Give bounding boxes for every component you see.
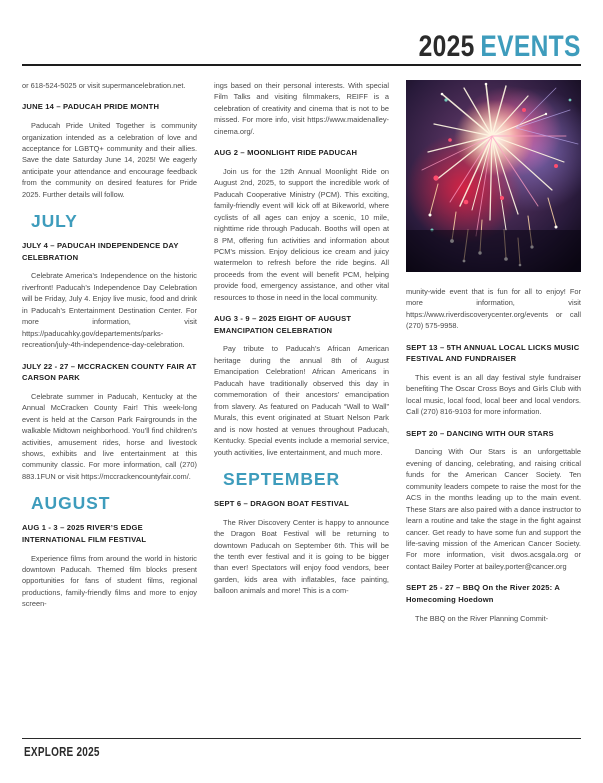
column-1 — [22, 80, 197, 735]
column-2 — [214, 80, 389, 735]
event-heading-pride-month: JUNE 14 – PADUCAH PRIDE MONTH — [22, 102, 160, 112]
event-body-bbq-on-the-river: The BBQ on the River Planning Commit- — [415, 613, 549, 623]
page-title-word: EVENTS — [480, 30, 581, 63]
event-heading-dancing-with-our-stars: SEPT 20 – DANCING WITH OUR STARS — [406, 428, 554, 438]
event-body-moonlight-ride: Join us for the 12th Annual Moonlight Ride on August 2nd, 2025, to support the incredible work of Paducah Cooperative Ministry (PCM). This exciting, family-friendly event will kick off at Bikeworld, where cyclists of all ages can enjoy a scenic, 10 mile, nighttime ride through Paducah. Booths will open at 8 PM, offering fun activities and information about PCM’s mission. Enjoy delicious ice cream and juicy watermelon to refresh before the ride begins. All proceeds from the event will benefit PCM, helping provide food, emergency assistance, and other vital resources to those in need in the local community. — [214, 166, 389, 302]
event-body-independence-day: Celebrate America’s Independence on the historic riverfront! Paducah’s Independence Day Celebration will be Friday, July 4. Enjoy live music, food and drink in Paducah’s Entertainment Destination Center. For more information, visit https://paducahky.gov/departements/parks-recreation/july-4th-independence-day-celebration. — [22, 271, 197, 350]
event-heading-film-festival: AUG 1 - 3 – 2025 RIVER’S EDGE INTERNATIONAL FILM FESTIVAL — [22, 523, 147, 544]
article-columns — [22, 80, 581, 735]
continued-paragraph: ings based on their personal interests. With special Film Talks and visiting filmmakers, REIFF is a celebration of creativity and cinema that is not to be missed. For more info, visit https://www.maidenalley-cinema.org/. — [214, 81, 389, 136]
month-heading-september: SEPTEMBER — [223, 469, 341, 490]
month-heading-july: JULY — [31, 211, 78, 232]
fireworks-photo — [406, 80, 581, 272]
event-body-county-fair: Celebrate summer in Paducah, Kentucky at the Annual McCracken County Fair! This week-long event is held at the Carson Park Fairgrounds in the walkable Midtown neighborhood. You’ll find children’s activities, amusement rides, horse and livestock shows, exhibits and live entertainment at this community classic. For more information, call (270) 883.1FUN or visit https://mccrackencountyfair.com/. — [22, 391, 197, 481]
event-body-dancing-with-our-stars: Dancing With Our Stars is an unforgettable evening of dancing, celebrating, and raising critical funds for the American Cancer Society. Ten community leaders compete to raise the most for the ACS in the months leading up to the main event. These Stars are also paired with a dance instructor to learn a routine and take the stage in the fight against cancer. Get ready to have some fun and support the life-saving mission of the American Cancer Society. For more information, visit dwos.acsgala.org or contact Bailey Porter at bailey.porter@cancer.org — [406, 447, 581, 571]
event-heading-moonlight-ride: AUG 2 – MOONLIGHT RIDE PADUCAH — [214, 148, 358, 158]
event-body-dragon-boat: The River Discovery Center is happy to announce the Dragon Boat Festival will be returning to downtown Paducah on September 6th. This will be the tenth ever festival and it is going to be bigger than ever! Spectators will enjoy food vendors, beer garden, kids area with inflatables, face painting, balloon animals and more! This is a com- — [214, 517, 389, 596]
continued-paragraph: or 618-524-5025 or visit supermancelebration.net. — [22, 81, 186, 90]
event-heading-dragon-boat: SEPT 6 – DRAGON BOAT FESTIVAL — [214, 499, 349, 509]
page-title-year: 2025 — [418, 30, 475, 63]
event-heading-bbq-on-the-river: SEPT 25 - 27 – BBQ On the River 2025: A Homecoming Hoedown — [406, 583, 560, 604]
column-3 — [406, 80, 581, 735]
footer-label: EXPLORE 2025 — [24, 745, 100, 759]
continued-paragraph: munity-wide event that is fun for all to enjoy! For more information, visit https://www.riverdiscoverycenter.org/events or call (270) 575-9958. — [406, 287, 581, 331]
event-body-emancipation: Pay tribute to Paducah’s African American heritage during the annual 8th of August Emancipation Celebration! African Americans in Paducah have traditionally observed this day in commemoration of their ancestors’ emancipation from slavery. As featured on Paducah “Wall to Wall” Murals, this event originated at Stuart Nelson Park and is now hosted at venues throughout Paducah, Kentucky. Special events include a memorial service, youth activities, live entertainment, and much more. — [214, 344, 389, 457]
event-body-local-licks: This event is an all day festival style fundraiser benefiting The Oscar Cross Boys and Girls Club with local music, local food, local beer and local vendors. Call (270) 816-9103 for more information. — [406, 373, 581, 417]
event-heading-emancipation: AUG 3 - 9 – 2025 EIGHT OF AUGUST EMANCIPATION CELEBRATION — [214, 314, 352, 335]
event-heading-county-fair: JULY 22 - 27 – MCCRACKEN COUNTY FAIR AT CARSON PARK — [22, 361, 197, 383]
event-body-film-festival: Experience films from around the world in historic downtown Paducah. Themed film blocks present opportunities for fans of student films, regional productions, family-friendly films and more to enjoy screen- — [22, 553, 197, 609]
month-heading-august: AUGUST — [31, 493, 111, 514]
page-footer — [24, 743, 119, 761]
footer-divider — [22, 738, 581, 739]
event-heading-independence-day: JULY 4 – PADUCAH INDEPENDENCE DAY CELEBRATION — [22, 241, 179, 262]
page-header — [22, 18, 581, 62]
page-title — [419, 32, 581, 62]
header-divider — [22, 64, 581, 66]
event-body-pride-month: Paducah Pride United Together is community organization intended as a celebration of love and acceptance for LGBTQ+ community and their allies. Save the date Saturday June 14, 2025! We eagerly anticipate your attendance and encourage feedback from the community on desired features for Pride 2025. Further details will follow. — [22, 121, 197, 199]
event-heading-local-licks: SEPT 13 – 5TH ANNUAL LOCAL LICKS MUSIC FESTIVAL AND FUNDRAISER — [406, 342, 580, 364]
